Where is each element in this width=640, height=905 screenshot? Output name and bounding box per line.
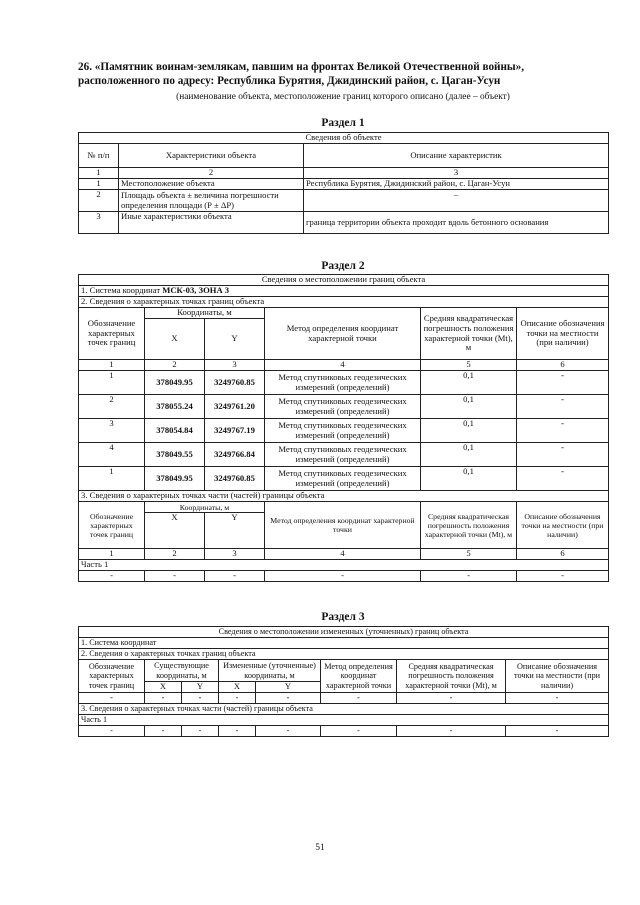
point-x: 378054.84	[145, 419, 205, 443]
point-error: 0,1	[421, 419, 517, 443]
s3-points-heading: 2. Сведения о характерных точках границ объекта	[79, 649, 609, 660]
s2-h-x: X	[145, 319, 205, 360]
empty-cell: -	[397, 726, 506, 737]
section-1-title: Раздел 1	[321, 117, 365, 129]
object-title: 26. «Памятник воинам-землякам, павшим на фронтах Великой Отечественной войны», расположенного по адресу: Республика Бурятия, Джидинский район, с. Цаган-Усун	[78, 61, 525, 87]
s2p-h-err: Средняя квадратическая погрешность положения характерной точки (Mt), м	[421, 502, 517, 549]
s2p-h-point: Обозначение характерных точек границ	[79, 502, 145, 549]
s2p-h-x: X	[145, 513, 205, 549]
s3-heading: Сведения о местоположении измененных (уточненных) границ объекта	[79, 627, 609, 638]
s2p-num-2: 2	[145, 549, 205, 560]
s2p-h-y: Y	[205, 513, 265, 549]
point-x: 378049.95	[145, 371, 205, 395]
empty-cell: -	[421, 571, 517, 582]
s2-num-3: 3	[205, 360, 265, 371]
s2-parts-heading: 3. Сведения о характерных точках части (частей) границы объекта	[79, 491, 609, 502]
table-row	[79, 443, 609, 467]
s2p-h-method: Метод определения координат характерной точки	[265, 502, 421, 549]
empty-cell: -	[219, 693, 256, 704]
point-method: Метод спутниковых геодезических измерений (определений)	[265, 395, 421, 419]
point-method: Метод спутниковых геодезических измерений (определений)	[265, 443, 421, 467]
s2-h-point: Обозначение характерных точек границ	[79, 308, 145, 360]
point-x: 378049.55	[145, 443, 205, 467]
s2-heading: Сведения о местоположении границ объекта	[79, 275, 609, 286]
s3-coord-system: 1. Система координат	[79, 638, 609, 649]
empty-cell: -	[397, 693, 506, 704]
point-id: 3	[79, 419, 145, 443]
point-y: 3249766.84	[205, 443, 265, 467]
empty-cell: -	[256, 693, 321, 704]
s2-h-coords: Координаты, м	[145, 308, 265, 319]
s1-num-3: 3	[304, 168, 609, 179]
s3-h-y2: Y	[256, 682, 321, 693]
s3-h-method: Метод определения координат характерной точки	[321, 660, 397, 693]
s2-part-label: Часть 1	[79, 560, 609, 571]
s2p-h-coords: Координаты, м	[145, 502, 265, 513]
s2-num-4: 4	[265, 360, 421, 371]
s1-col-char: Характеристики объекта	[119, 144, 304, 168]
table-row	[79, 179, 609, 190]
point-method: Метод спутниковых геодезических измерений (определений)	[265, 371, 421, 395]
table-row	[79, 693, 609, 704]
point-method: Метод спутниковых геодезических измерений (определений)	[265, 467, 421, 491]
row-number: 3	[79, 212, 119, 234]
s1-num-2: 2	[119, 168, 304, 179]
point-error: 0,1	[421, 467, 517, 491]
point-id: 2	[79, 395, 145, 419]
point-error: 0,1	[421, 443, 517, 467]
s3-h-existing: Существующие координаты, м	[145, 660, 219, 682]
point-method: Метод спутниковых геодезических измерений (определений)	[265, 419, 421, 443]
s3-h-x1: X	[145, 682, 182, 693]
object-caption: (наименование объекта, местоположение границ которого описано (далее – объект)	[176, 92, 510, 102]
empty-cell: -	[265, 571, 421, 582]
s2p-num-5: 5	[421, 549, 517, 560]
s2p-num-6: 6	[517, 549, 609, 560]
empty-cell: -	[506, 726, 609, 737]
point-description: -	[517, 443, 609, 467]
table-row	[79, 726, 609, 737]
s3-h-x2: X	[219, 682, 256, 693]
point-error: 0,1	[421, 395, 517, 419]
empty-cell: -	[321, 726, 397, 737]
s1-col-desc: Описание характеристик	[304, 144, 609, 168]
s3-part-label: Часть 1	[79, 715, 609, 726]
point-y: 3249760.85	[205, 467, 265, 491]
empty-cell: -	[205, 571, 265, 582]
table-row	[79, 212, 609, 234]
row-number: 1	[79, 179, 119, 190]
point-x: 378055.24	[145, 395, 205, 419]
s3-h-err: Средняя квадратическая погрешность положения характерной точки (Mt), м	[397, 660, 506, 693]
point-y: 3249761.20	[205, 395, 265, 419]
empty-cell: -	[256, 726, 321, 737]
empty-cell: -	[145, 726, 182, 737]
s2-num-5: 5	[421, 360, 517, 371]
s2-num-2: 2	[145, 360, 205, 371]
s2-points-heading: 2. Сведения о характерных точках границ объекта	[79, 297, 609, 308]
section-3-table	[78, 626, 609, 737]
s2p-num-4: 4	[265, 549, 421, 560]
s3-h-changed: Измененные (уточненные) координаты, м	[219, 660, 321, 682]
empty-cell: -	[321, 693, 397, 704]
table-row	[79, 395, 609, 419]
s3-h-point: Обозначение характерных точек границ	[79, 660, 145, 693]
empty-cell: -	[145, 571, 205, 582]
empty-cell: -	[145, 693, 182, 704]
s1-col-no: № п/п	[79, 144, 119, 168]
section-2-title: Раздел 2	[321, 260, 365, 272]
s3-parts-heading: 3. Сведения о характерных точках части (частей) границы объекта	[79, 704, 609, 715]
s1-num-1: 1	[79, 168, 119, 179]
row-description: граница территории объекта проходит вдоль бетонного основания	[304, 212, 609, 234]
empty-cell: -	[182, 693, 219, 704]
s3-h-desc: Описание обозначения точки на местности (при наличии)	[506, 660, 609, 693]
point-y: 3249760.85	[205, 371, 265, 395]
empty-cell: -	[182, 726, 219, 737]
s2-num-1: 1	[79, 360, 145, 371]
row-characteristic: Иные характеристики объекта	[119, 212, 304, 234]
row-description: Республика Бурятия, Джидинский район, с. Цаган-Усун	[304, 179, 609, 190]
table-row	[79, 190, 609, 212]
s2p-h-desc: Описание обозначения точки на местности (при наличии)	[517, 502, 609, 549]
empty-cell: -	[506, 693, 609, 704]
s2-h-desc: Описание обозначения точки на местности (при наличии)	[517, 308, 609, 360]
s2p-num-1: 1	[79, 549, 145, 560]
row-characteristic: Площадь объекта ± величина погрешности определения площади (Р ± ΔР)	[119, 190, 304, 212]
s2-coord-system: 1. Система координат МСК-03, ЗОНА 3	[79, 286, 609, 297]
point-description: -	[517, 371, 609, 395]
point-y: 3249767.19	[205, 419, 265, 443]
table-row	[79, 571, 609, 582]
section-3-title: Раздел 3	[321, 611, 365, 623]
empty-cell: -	[517, 571, 609, 582]
empty-cell: -	[79, 693, 145, 704]
s2p-num-3: 3	[205, 549, 265, 560]
table-row	[79, 419, 609, 443]
table-row	[79, 467, 609, 491]
empty-cell: -	[79, 726, 145, 737]
point-description: -	[517, 467, 609, 491]
s2-h-err: Средняя квадратическая погрешность положения характерной точки (Mt), м	[421, 308, 517, 360]
s2-num-6: 6	[517, 360, 609, 371]
point-id: 1	[79, 467, 145, 491]
empty-cell: -	[219, 726, 256, 737]
row-number: 2	[79, 190, 119, 212]
s1-heading: Сведения об объекте	[79, 133, 609, 144]
section-2-table	[78, 274, 609, 582]
point-id: 4	[79, 443, 145, 467]
point-error: 0,1	[421, 371, 517, 395]
row-characteristic: Местоположение объекта	[119, 179, 304, 190]
point-description: -	[517, 419, 609, 443]
page-number: 51	[315, 843, 325, 853]
section-1-table	[78, 132, 609, 234]
table-row	[79, 371, 609, 395]
empty-cell: -	[79, 571, 145, 582]
point-description: -	[517, 395, 609, 419]
s2-h-method: Метод определения координат характерной точки	[265, 308, 421, 360]
point-x: 378049.95	[145, 467, 205, 491]
row-description: –	[304, 190, 609, 212]
s2-h-y: Y	[205, 319, 265, 360]
point-id: 1	[79, 371, 145, 395]
s3-h-y1: Y	[182, 682, 219, 693]
